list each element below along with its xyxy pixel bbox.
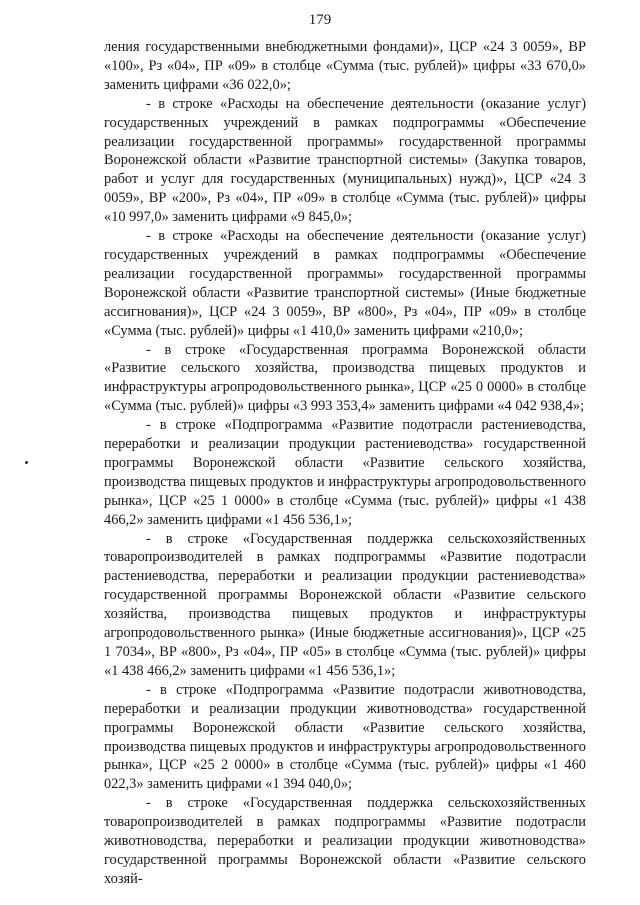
body-text <box>104 38 586 889</box>
paragraph-continuation: ления государственными внебюджетными фондами)», ЦСР «24 3 0059», ВР «100», Рз «04», ПР «09» в столбце «Сумма (тыс. рублей)» цифры «33 670,0» заменить цифрами «36 022,0»; <box>104 39 586 93</box>
paragraph-livestock-support: - в строке «Государственная поддержка сельскохозяйственных товаропроизводителей в рамках подпрограммы «Развитие подотрасли животноводства, переработки и реализации продукции животноводства» государственной программы Воронежской области «Развитие сельского хозяй- <box>104 795 586 887</box>
page-number: 179 <box>308 12 332 28</box>
paragraph-transport-procurement: - в строке «Расходы на обеспечение деятельности (оказание услуг) государственных учреждений в рамках подпрограммы «Обеспечение реализации государственной программы» государственной программы Воронежской области «Развитие транспортной системы» (Закупка товаров, работ и услуг для государственных (муниципальных) нужд)», ЦСР «24 3 0059», ВР «200», Рз «04», ПР «09» в столбце «Сумма (тыс. рублей)» цифры «10 997,0» заменить цифрами «9 845,0»; <box>104 95 586 226</box>
paragraph-crop-support: - в строке «Государственная поддержка сельскохозяйственных товаропроизводителей в рамках подпрограммы «Развитие подотрасли растениеводства, переработки и реализации продукции растениеводства» государственной программы Воронежской области «Развитие сельского хозяйства, производства пищевых продуктов и инфраструктуры агропродовольственного рынка» (Иные бюджетные ассигнования)», ЦСР «25 1 7034», ВР «800», Рз «04», ПР «05» в столбце «Сумма (тыс. рублей)» цифры «1 438 466,2» заменить цифрами «1 456 536,1»; <box>104 530 586 679</box>
paragraph-crop-subprogram: - в строке «Подпрограмма «Развитие подотрасли растениеводства, переработки и реализации продукции растениеводства» государственной программы Воронежской области «Развитие сельского хозяйства, производства пищевых продуктов и инфраструктуры агропродовольственного рынка», ЦСР «25 1 0000» в столбце «Сумма (тыс. рублей)» цифры «1 438 466,2» заменить цифрами «1 456 536,1»; <box>104 417 586 528</box>
margin-mark <box>25 461 28 464</box>
paragraph-livestock-subprogram: - в строке «Подпрограмма «Развитие подотрасли животноводства, переработки и реализации продукции животноводства» государственной программы Воронежской области «Развитие сельского хозяйства, производства пищевых продуктов и инфраструктуры агропродовольственного рынка», ЦСР «25 2 0000» в столбце «Сумма (тыс. рублей)» цифры «1 460 022,3» заменить цифрами «1 394 040,0»; <box>104 681 586 793</box>
paragraph-transport-other-allocations: - в строке «Расходы на обеспечение деятельности (оказание услуг) государственных учреждений в рамках подпрограммы «Обеспечение реализации государственной программы» государственной программы Воронежской области «Развитие транспортной системы» (Иные бюджетные ассигнования)», ЦСР «24 3 0059», ВР «800», Рз «04», ПР «09» в столбце «Сумма (тыс. рублей)» цифры «1 410,0» заменить цифрами «210,0»; <box>104 228 586 339</box>
paragraph-agriculture-program: - в строке «Государственная программа Воронежской области «Развитие сельского хозяйства, производства пищевых продуктов и инфраструктуры агропродовольственного рынка», ЦСР «25 0 0000» в столбце «Сумма (тыс. рублей)» цифры «3 993 353,4» заменить цифрами «4 042 938,4»; <box>104 341 586 415</box>
